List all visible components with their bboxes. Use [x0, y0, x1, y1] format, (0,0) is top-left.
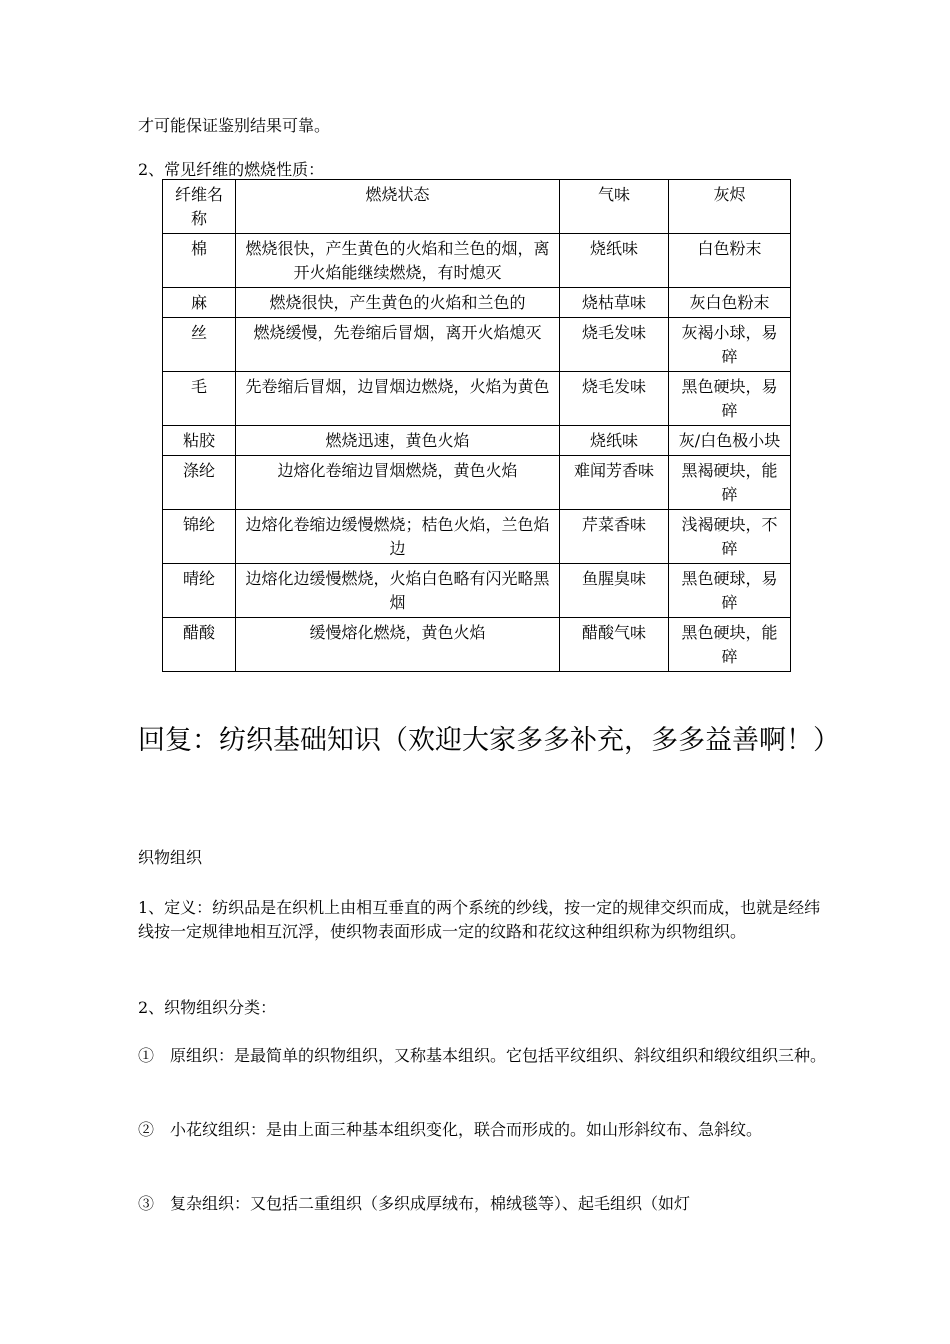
cell-fiber: 醋酸 — [163, 618, 236, 672]
cell-burning: 边熔化卷缩边缓慢燃烧；桔色火焰，兰色焰边 — [236, 510, 560, 564]
header-burning-state: 燃烧状态 — [236, 180, 560, 234]
cell-fiber: 毛 — [163, 372, 236, 426]
cell-ash: 黑色硬块，易碎 — [669, 372, 791, 426]
cell-fiber: 晴纶 — [163, 564, 236, 618]
cell-ash: 白色粉末 — [669, 234, 791, 288]
cell-fiber: 丝 — [163, 318, 236, 372]
cell-ash: 灰/白色极小块 — [669, 426, 791, 456]
cell-odor: 芹菜香味 — [560, 510, 669, 564]
cell-odor: 难闻芳香味 — [560, 456, 669, 510]
definition-paragraph: 1、定义：纺织品是在织机上由相互垂直的两个系统的纱线，按一定的规律交织而成，也就是经纬线按一定规律地相互沉浮，使织物表面形成一定的纹路和花纹这种组织称为织物组织。 — [138, 898, 821, 941]
reply-heading: 回复：纺织基础知识（欢迎大家多多补充，多多益善啊！） — [138, 725, 840, 756]
table-row — [163, 288, 791, 318]
cell-burning: 燃烧很快，产生黄色的火焰和兰色的烟，离开火焰能继续燃烧，有时熄灭 — [236, 234, 560, 288]
table-title: 2、常见纤维的燃烧性质： — [138, 160, 325, 179]
table-row — [163, 510, 791, 564]
cell-burning: 边熔化卷缩边冒烟燃烧，黄色火焰 — [236, 456, 560, 510]
fiber-burning-table — [162, 179, 791, 672]
table-row — [163, 234, 791, 288]
cell-odor: 烧枯草味 — [560, 288, 669, 318]
table-row — [163, 318, 791, 372]
intro-tail-text: 才可能保证鉴别结果可靠。 — [138, 116, 331, 135]
cell-odor: 烧毛发味 — [560, 318, 669, 372]
cell-ash: 灰褐小球，易碎 — [669, 318, 791, 372]
cell-fiber: 粘胶 — [163, 426, 236, 456]
table-row — [163, 618, 791, 672]
table-row — [163, 372, 791, 426]
header-odor: 气味 — [560, 180, 669, 234]
classification-title: 2、织物组织分类： — [138, 998, 277, 1017]
cell-odor: 烧毛发味 — [560, 372, 669, 426]
cell-fiber: 麻 — [163, 288, 236, 318]
cell-ash: 黑褐硬块，能碎 — [669, 456, 791, 510]
header-fiber-name: 纤维名称 — [163, 180, 236, 234]
cell-fiber: 涤纶 — [163, 456, 236, 510]
cell-burning: 燃烧很快，产生黄色的火焰和兰色的 — [236, 288, 560, 318]
cell-burning: 先卷缩后冒烟，边冒烟边燃烧，火焰为黄色 — [236, 372, 560, 426]
cell-ash: 黑色硬球，易碎 — [669, 564, 791, 618]
cell-ash: 灰白色粉末 — [669, 288, 791, 318]
list-item: ① 原组织：是最简单的织物组织，又称基本组织。它包括平纹组织、斜纹组织和缎纹组织三种。 — [138, 1046, 827, 1065]
cell-ash: 浅褐硬块，不碎 — [669, 510, 791, 564]
table-row — [163, 564, 791, 618]
table-header-row — [163, 180, 791, 234]
cell-fiber: 锦纶 — [163, 510, 236, 564]
cell-burning: 燃烧迅速，黄色火焰 — [236, 426, 560, 456]
cell-odor: 鱼腥臭味 — [560, 564, 669, 618]
cell-odor: 烧纸味 — [560, 426, 669, 456]
list-item: ③ 复杂组织：又包括二重组织（多织成厚绒布，棉绒毯等）、起毛组织（如灯 — [138, 1194, 691, 1213]
cell-ash: 黑色硬块，能碎 — [669, 618, 791, 672]
header-ash: 灰烬 — [669, 180, 791, 234]
cell-odor: 烧纸味 — [560, 234, 669, 288]
cell-burning: 边熔化边缓慢燃烧，火焰白色略有闪光略黑烟 — [236, 564, 560, 618]
cell-fiber: 棉 — [163, 234, 236, 288]
cell-odor: 醋酸气味 — [560, 618, 669, 672]
cell-burning: 缓慢熔化燃烧，黄色火焰 — [236, 618, 560, 672]
table-row — [163, 426, 791, 456]
cell-burning: 燃烧缓慢，先卷缩后冒烟，离开火焰熄灭 — [236, 318, 560, 372]
table-row — [163, 456, 791, 510]
section-title: 织物组织 — [138, 848, 203, 867]
list-item: ② 小花纹组织：是由上面三种基本组织变化，联合而形成的。如山形斜纹布、急斜纹。 — [138, 1120, 763, 1139]
